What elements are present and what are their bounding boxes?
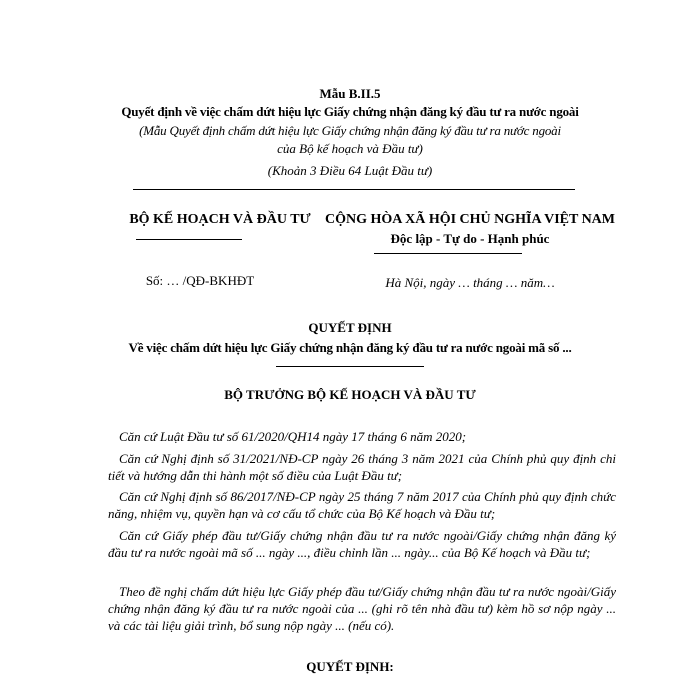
form-code: Mẫu B.II.5 — [319, 86, 381, 101]
motto-underline — [374, 253, 522, 254]
preamble-paragraph: Theo đề nghị chấm dứt hiệu lực Giấy phép đầu tư/Giấy chứng nhận đầu tư ra nước ngoài/Giấy chứng nhận đăng ký đầu tư ra nước ngoài của ... (ghi rõ tên nhà đầu tư) kèm hồ sơ nộp ngày ... và các tài liệu giải trình, bổ sung nộp ngày ... (nếu có). — [108, 584, 616, 633]
preamble-paragraph: Căn cứ Luật Đầu tư số 61/2020/QH14 ngày 17 tháng 6 năm 2020; — [119, 429, 467, 444]
decision-heading: QUYẾT ĐỊNH — [308, 320, 392, 335]
preamble-paragraph: Căn cứ Giấy phép đầu tư/Giấy chứng nhận đầu tư ra nước ngoài/Giấy chứng nhận đăng ký đầu tư ra nước ngoài mã số ... ngày ..., điều chỉnh lần ... ngày... của Bộ Kế hoạch và Đầu tư; — [108, 528, 616, 560]
agency-underline — [136, 239, 242, 240]
place-date: Hà Nội, ngày … tháng … năm… — [385, 275, 555, 290]
preamble-paragraph: Căn cứ Nghị định số 86/2017/NĐ-CP ngày 25 tháng 7 năm 2017 của Chính phủ quy định chức năng, nhiệm vụ, quyền hạn và cơ cấu tổ chức của Bộ Kế hoạch và Đầu tư; — [108, 489, 616, 521]
preamble-paragraph: Căn cứ Nghị định số 31/2021/NĐ-CP ngày 26 tháng 3 năm 2021 của Chính phủ quy định chi tiết và hướng dẫn thi hành một số điều của Luật Đầu tư; — [108, 451, 616, 483]
legal-reference: (Khoản 3 Điều 64 Luật Đầu tư) — [267, 163, 433, 178]
header-divider — [133, 189, 575, 190]
decision-closing-heading: QUYẾT ĐỊNH: — [306, 659, 394, 674]
decision-subject: Về việc chấm dứt hiệu lực Giấy chứng nhận đăng ký đầu tư ra nước ngoài mã số ... — [128, 340, 572, 355]
form-title: Quyết định về việc chấm dứt hiệu lực Giấy chứng nhận đăng ký đầu tư ra nước ngoài — [121, 104, 579, 119]
document-number: Số: … /QĐ-BKHĐT — [145, 273, 255, 288]
decision-authority: BỘ TRƯỞNG BỘ KẾ HOẠCH VÀ ĐẦU TƯ — [224, 387, 476, 402]
nation-title: CỘNG HÒA XÃ HỘI CHỦ NGHĨA VIỆT NAM — [324, 212, 615, 227]
subject-underline — [276, 366, 424, 367]
agency-name: BỘ KẾ HOẠCH VÀ ĐẦU TƯ — [129, 212, 311, 227]
form-subtitle-line1: (Mẫu Quyết định chấm dứt hiệu lực Giấy chứng nhận đăng ký đầu tư ra nước ngoài — [139, 123, 561, 138]
form-subtitle-line2: của Bộ kế hoạch và Đầu tư) — [277, 141, 423, 156]
national-motto: Độc lập - Tự do - Hạnh phúc — [390, 231, 550, 246]
